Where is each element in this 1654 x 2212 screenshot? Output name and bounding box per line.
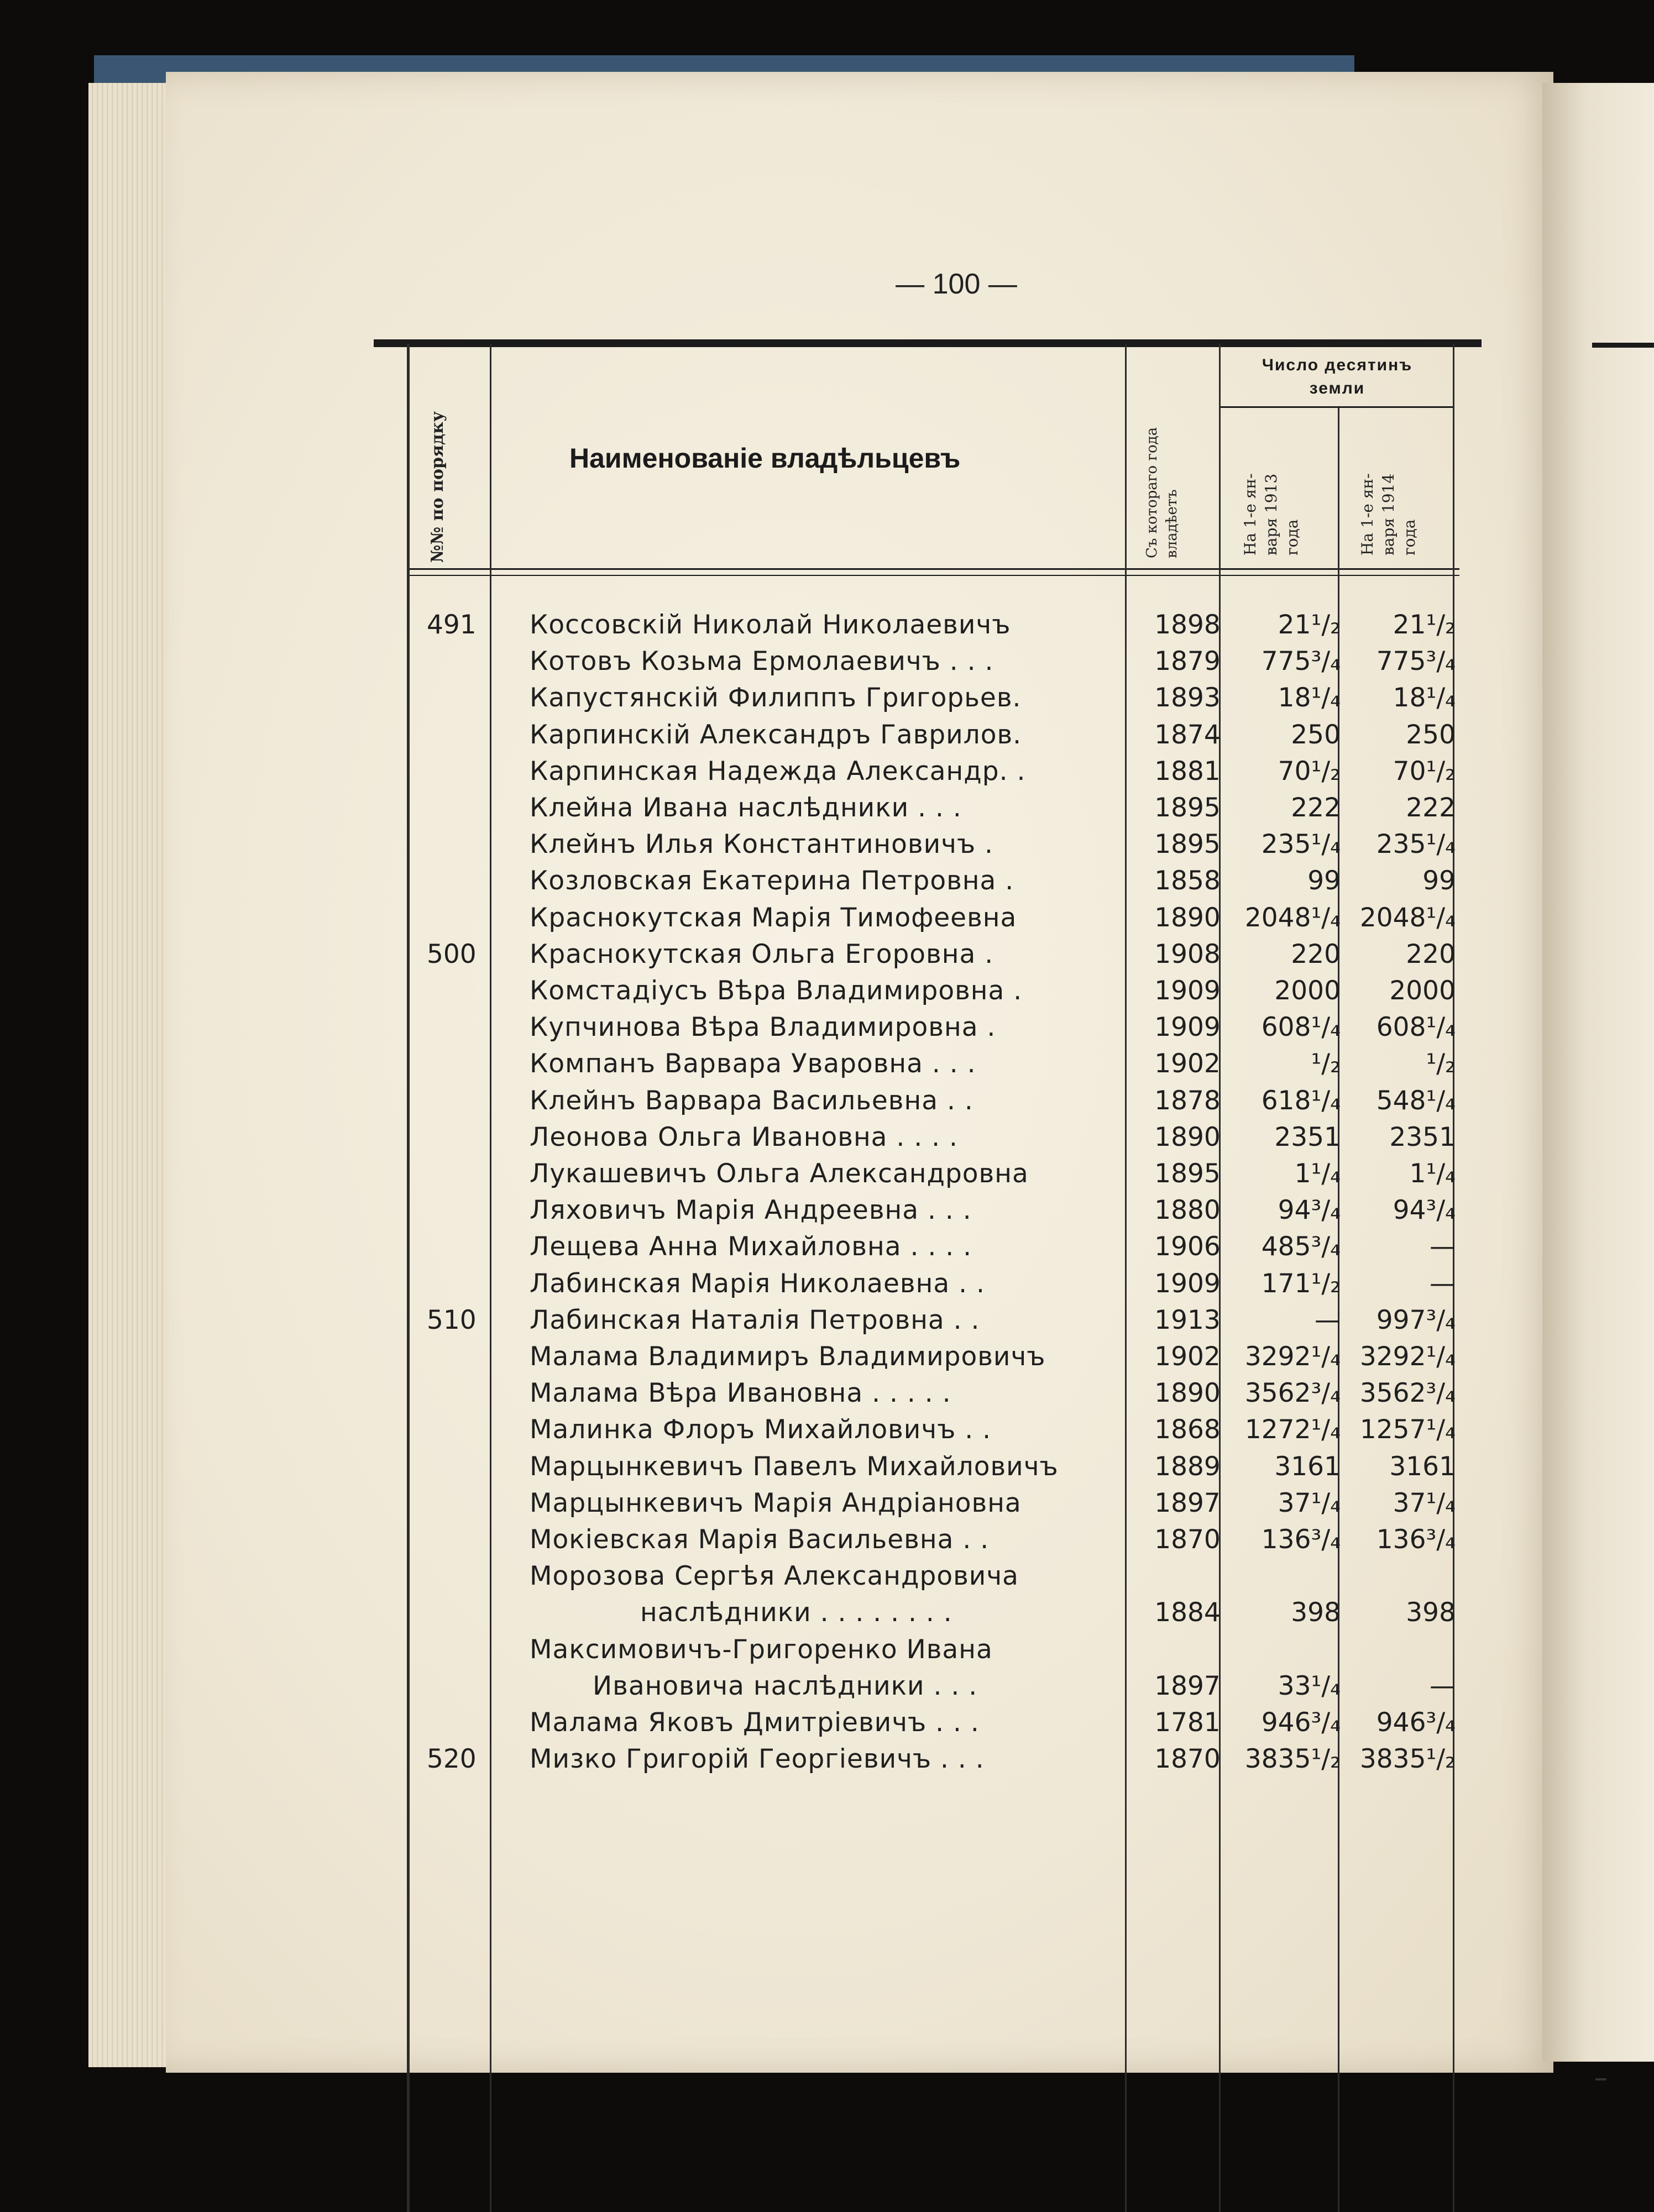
header-1913-line-2: варя 1913 — [1262, 473, 1280, 555]
ownership-year: 1913 — [1154, 1304, 1221, 1335]
facing-page-rule — [1592, 343, 1654, 348]
ownership-year: 1890 — [1154, 1121, 1221, 1152]
land-1913: 1¹/₄ — [1294, 1159, 1341, 1189]
land-1914: 548¹/₄ — [1376, 1085, 1456, 1116]
page-number: — 100 — — [896, 268, 1017, 300]
land-1914: — — [1430, 1670, 1456, 1701]
owner-name: Карпинская Надежда Александр. . — [530, 756, 1026, 787]
table-row — [387, 1119, 1459, 1156]
facing-page-edge — [1542, 83, 1654, 2062]
owner-name: Максимовичъ-Григоренко Ивана — [530, 1634, 993, 1665]
table-row — [387, 1741, 1459, 1778]
owner-name: Мокіевская Марія Васильевна . . — [530, 1524, 990, 1555]
ownership-year: 1895 — [1154, 1159, 1221, 1189]
land-1914: 3161 — [1389, 1451, 1456, 1482]
ownership-year: 1874 — [1154, 719, 1221, 750]
land-1914: 136³/₄ — [1376, 1524, 1456, 1555]
owner-name: Леонова Ольга Ивановна . . . . — [530, 1121, 959, 1152]
land-1914: 2351 — [1389, 1121, 1456, 1152]
land-1913: 220 — [1291, 939, 1341, 969]
table-row — [387, 1522, 1459, 1558]
ownership-year: 1898 — [1154, 610, 1221, 640]
ownership-year: 1858 — [1154, 866, 1221, 897]
table-row — [387, 1192, 1459, 1229]
table-row — [387, 973, 1459, 1009]
land-1914: — — [1430, 1268, 1456, 1299]
land-1914: 3562³/₄ — [1359, 1378, 1456, 1409]
ownership-year: 1895 — [1154, 793, 1221, 823]
table-row — [387, 1375, 1459, 1412]
ownership-year: 1909 — [1154, 1012, 1221, 1043]
table-row — [387, 790, 1459, 826]
row-number: 500 — [427, 939, 477, 969]
header-bottom-rule — [409, 568, 1459, 570]
ownership-year: 1906 — [1154, 1231, 1221, 1262]
ownership-year: 1890 — [1154, 1378, 1221, 1409]
land-1913: 33¹/₄ — [1278, 1670, 1341, 1701]
owner-name: Мизко Григорій Георгіевичъ . . . — [530, 1744, 985, 1775]
table-row — [387, 717, 1459, 753]
ownership-year: 1870 — [1154, 1744, 1221, 1775]
owner-name: Купчинова Вѣра Владимировна . — [530, 1012, 996, 1043]
land-1914: 1257¹/₄ — [1359, 1414, 1456, 1445]
ownership-year: 1902 — [1154, 1049, 1221, 1079]
table-row — [387, 826, 1459, 863]
land-1914: 775³/₄ — [1376, 646, 1456, 677]
land-1913: 171¹/₂ — [1261, 1268, 1341, 1299]
land-1913: 70¹/₂ — [1278, 756, 1341, 787]
land-1913: — — [1315, 1304, 1341, 1335]
owner-name: Клейнъ Илья Константиновичъ . — [530, 829, 993, 860]
land-1914: ¹/₂ — [1426, 1049, 1456, 1079]
owner-name: Карпинскій Александръ Гаврилов. — [530, 719, 1022, 750]
land-1914: 94³/₄ — [1393, 1195, 1456, 1226]
land-1914: 18¹/₄ — [1393, 683, 1456, 714]
land-1914: 99 — [1422, 866, 1456, 897]
ownership-year: 1890 — [1154, 902, 1221, 933]
ownership-year: 1881 — [1154, 756, 1221, 787]
ownership-year: 1895 — [1154, 829, 1221, 860]
header-sub-rule — [1220, 406, 1454, 408]
land-1914: 608¹/₄ — [1376, 1012, 1456, 1043]
table-row — [387, 863, 1459, 899]
land-1913: 946³/₄ — [1261, 1707, 1341, 1738]
land-1914: 946³/₄ — [1376, 1707, 1456, 1738]
land-1913: 618¹/₄ — [1261, 1085, 1341, 1116]
owner-name: Малама Вѣра Ивановна . . . . . — [530, 1378, 951, 1409]
ownership-year: 1878 — [1154, 1085, 1221, 1116]
ownership-year: 1909 — [1154, 1268, 1221, 1299]
header-1913-line-3: года — [1283, 519, 1301, 555]
land-1913: 485³/₄ — [1261, 1231, 1341, 1262]
land-1914: 398 — [1406, 1597, 1456, 1628]
land-1913: 398 — [1291, 1597, 1341, 1628]
header-top-rule — [374, 339, 1482, 347]
owner-name: Комстадіусъ Вѣра Владимировна . — [530, 976, 1023, 1006]
ownership-year: 1889 — [1154, 1451, 1221, 1482]
ownership-year: 1880 — [1154, 1195, 1221, 1226]
owner-name-continued: наслѣдники . . . . . . . . — [640, 1597, 952, 1628]
owner-name: Малинка Флоръ Михайловичъ . . — [530, 1414, 992, 1445]
table-row — [387, 1339, 1459, 1375]
header-no-label: №№ по порядку — [428, 411, 447, 563]
owner-name: Лещева Анна Михайловна . . . . — [530, 1231, 972, 1262]
land-1913: 222 — [1291, 793, 1341, 823]
land-1913: 21¹/₂ — [1278, 610, 1341, 640]
ownership-year: 1908 — [1154, 939, 1221, 969]
table-row — [387, 1046, 1459, 1082]
header-bottom-rule-2 — [409, 575, 1459, 576]
land-1914: 997³/₄ — [1376, 1304, 1456, 1335]
owner-name: Капустянскій Филиппъ Григорьев. — [530, 683, 1022, 714]
land-1914: 222 — [1406, 793, 1456, 823]
ownership-year: 1884 — [1154, 1597, 1221, 1628]
owner-name: Клейнъ Варвара Васильевна . . — [530, 1085, 973, 1116]
land-1913: 18¹/₄ — [1278, 683, 1341, 714]
land-1914: — — [1430, 1231, 1456, 1262]
header-1913-line-1: На 1-е ян- — [1241, 473, 1259, 555]
land-1914: 235¹/₄ — [1376, 829, 1456, 860]
land-1914: 21¹/₂ — [1393, 610, 1456, 640]
ownership-year: 1870 — [1154, 1524, 1221, 1555]
table-row — [387, 1485, 1459, 1522]
land-1913: 2000 — [1274, 976, 1341, 1006]
owner-name-continued: Ивановича наслѣдники . . . — [593, 1670, 978, 1701]
land-1914: 1¹/₄ — [1409, 1159, 1456, 1189]
table-row — [387, 1632, 1459, 1705]
land-1914: 70¹/₂ — [1393, 756, 1456, 787]
land-1914: 3835¹/₂ — [1359, 1744, 1456, 1775]
land-1913: 2351 — [1274, 1121, 1341, 1152]
table-row — [387, 900, 1459, 936]
owner-name: Краснокутская Ольга Егоровна . — [530, 939, 994, 969]
land-1913: 3562³/₄ — [1244, 1378, 1341, 1409]
ownership-year: 1897 — [1154, 1487, 1221, 1518]
owner-name: Компанъ Варвара Уваровна . . . — [530, 1049, 976, 1079]
land-1913: 94³/₄ — [1278, 1195, 1341, 1226]
land-1914: 37¹/₄ — [1393, 1487, 1456, 1518]
land-1914: 3292¹/₄ — [1359, 1341, 1456, 1372]
header-1914-line-1: На 1-е ян- — [1358, 473, 1376, 555]
header-year-line-1: Съ котораго года — [1144, 427, 1160, 558]
owner-name: Лукашевичъ Ольга Александровна — [530, 1159, 1029, 1189]
header-1914-line-3: года — [1400, 519, 1419, 555]
table-row — [387, 753, 1459, 790]
land-1914: 220 — [1406, 939, 1456, 969]
row-number: 491 — [427, 610, 477, 640]
header-1914-line-2: варя 1914 — [1379, 473, 1397, 555]
table-row — [387, 1449, 1459, 1485]
owner-name: Коссовскій Николай Николаевичъ — [530, 610, 1011, 640]
ownership-year: 1902 — [1154, 1341, 1221, 1372]
header-land-line-1: Число десятинъ — [1262, 356, 1413, 374]
land-1913: 136³/₄ — [1261, 1524, 1341, 1555]
table-row — [387, 1083, 1459, 1119]
table-row — [387, 680, 1459, 716]
ownership-year: 1893 — [1154, 683, 1221, 714]
owner-name: Краснокутская Марія Тимофеевна — [530, 902, 1017, 933]
land-1913: 3161 — [1274, 1451, 1341, 1482]
owner-name: Козловская Екатерина Петровна . — [530, 866, 1014, 897]
land-1913: 2048¹/₄ — [1244, 902, 1341, 933]
row-number: 510 — [427, 1304, 477, 1335]
land-1914: 2000 — [1389, 976, 1456, 1006]
owner-name: Ляховичъ Марія Андреевна . . . — [530, 1195, 972, 1226]
owner-name: Лабинская Наталія Петровна . . — [530, 1304, 980, 1335]
land-1913: 250 — [1291, 719, 1341, 750]
land-1914: 250 — [1406, 719, 1456, 750]
ownership-year: 1868 — [1154, 1414, 1221, 1445]
table-row — [387, 1302, 1459, 1339]
ownership-year: 1909 — [1154, 976, 1221, 1006]
table-row — [387, 1558, 1459, 1631]
land-1913: 3292¹/₄ — [1244, 1341, 1341, 1372]
owner-name: Малама Владимиръ Владимировичъ — [530, 1341, 1046, 1372]
ownership-year: 1781 — [1154, 1707, 1221, 1738]
row-number: 520 — [427, 1744, 477, 1775]
owner-name: Морозова Сергѣя Александровича — [530, 1561, 1019, 1592]
ownership-year: 1879 — [1154, 646, 1221, 677]
owner-name: Марцынкевичъ Марія Андріановна — [530, 1487, 1022, 1518]
owner-name: Котовъ Козьма Ермолаевичъ . . . — [530, 646, 994, 677]
table-row — [387, 1266, 1459, 1302]
land-1913: 235¹/₄ — [1261, 829, 1341, 860]
table-row — [387, 1412, 1459, 1448]
ownership-year: 1897 — [1154, 1670, 1221, 1701]
header-name-label: Наименованіе владѣльцевъ — [569, 443, 961, 474]
table-row — [387, 1229, 1459, 1265]
owner-name: Лабинская Марія Николаевна . . — [530, 1268, 985, 1299]
owner-name: Малама Яковъ Дмитріевичъ . . . — [530, 1707, 980, 1738]
land-1913: 99 — [1307, 866, 1341, 897]
header-land-line-2: земли — [1309, 379, 1365, 397]
land-1913: 775³/₄ — [1261, 646, 1341, 677]
land-1913: 608¹/₄ — [1261, 1012, 1341, 1043]
land-1913: ¹/₂ — [1311, 1049, 1341, 1079]
land-1913: 37¹/₄ — [1278, 1487, 1341, 1518]
table-row — [387, 936, 1459, 973]
table-row — [387, 643, 1459, 680]
table-row — [387, 1705, 1459, 1741]
table-row — [387, 1009, 1459, 1046]
land-1913: 1272¹/₄ — [1244, 1414, 1341, 1445]
table-row — [387, 1156, 1459, 1192]
facing-page-mark — [1595, 2078, 1606, 2080]
table-row — [387, 607, 1459, 643]
owner-name: Клейна Ивана наслѣдники . . . — [530, 793, 962, 823]
owner-name: Марцынкевичъ Павелъ Михайловичъ — [530, 1451, 1059, 1482]
land-1913: 3835¹/₂ — [1244, 1744, 1341, 1775]
header-year-line-2: владѣетъ — [1164, 489, 1180, 558]
land-1914: 2048¹/₄ — [1359, 902, 1456, 933]
